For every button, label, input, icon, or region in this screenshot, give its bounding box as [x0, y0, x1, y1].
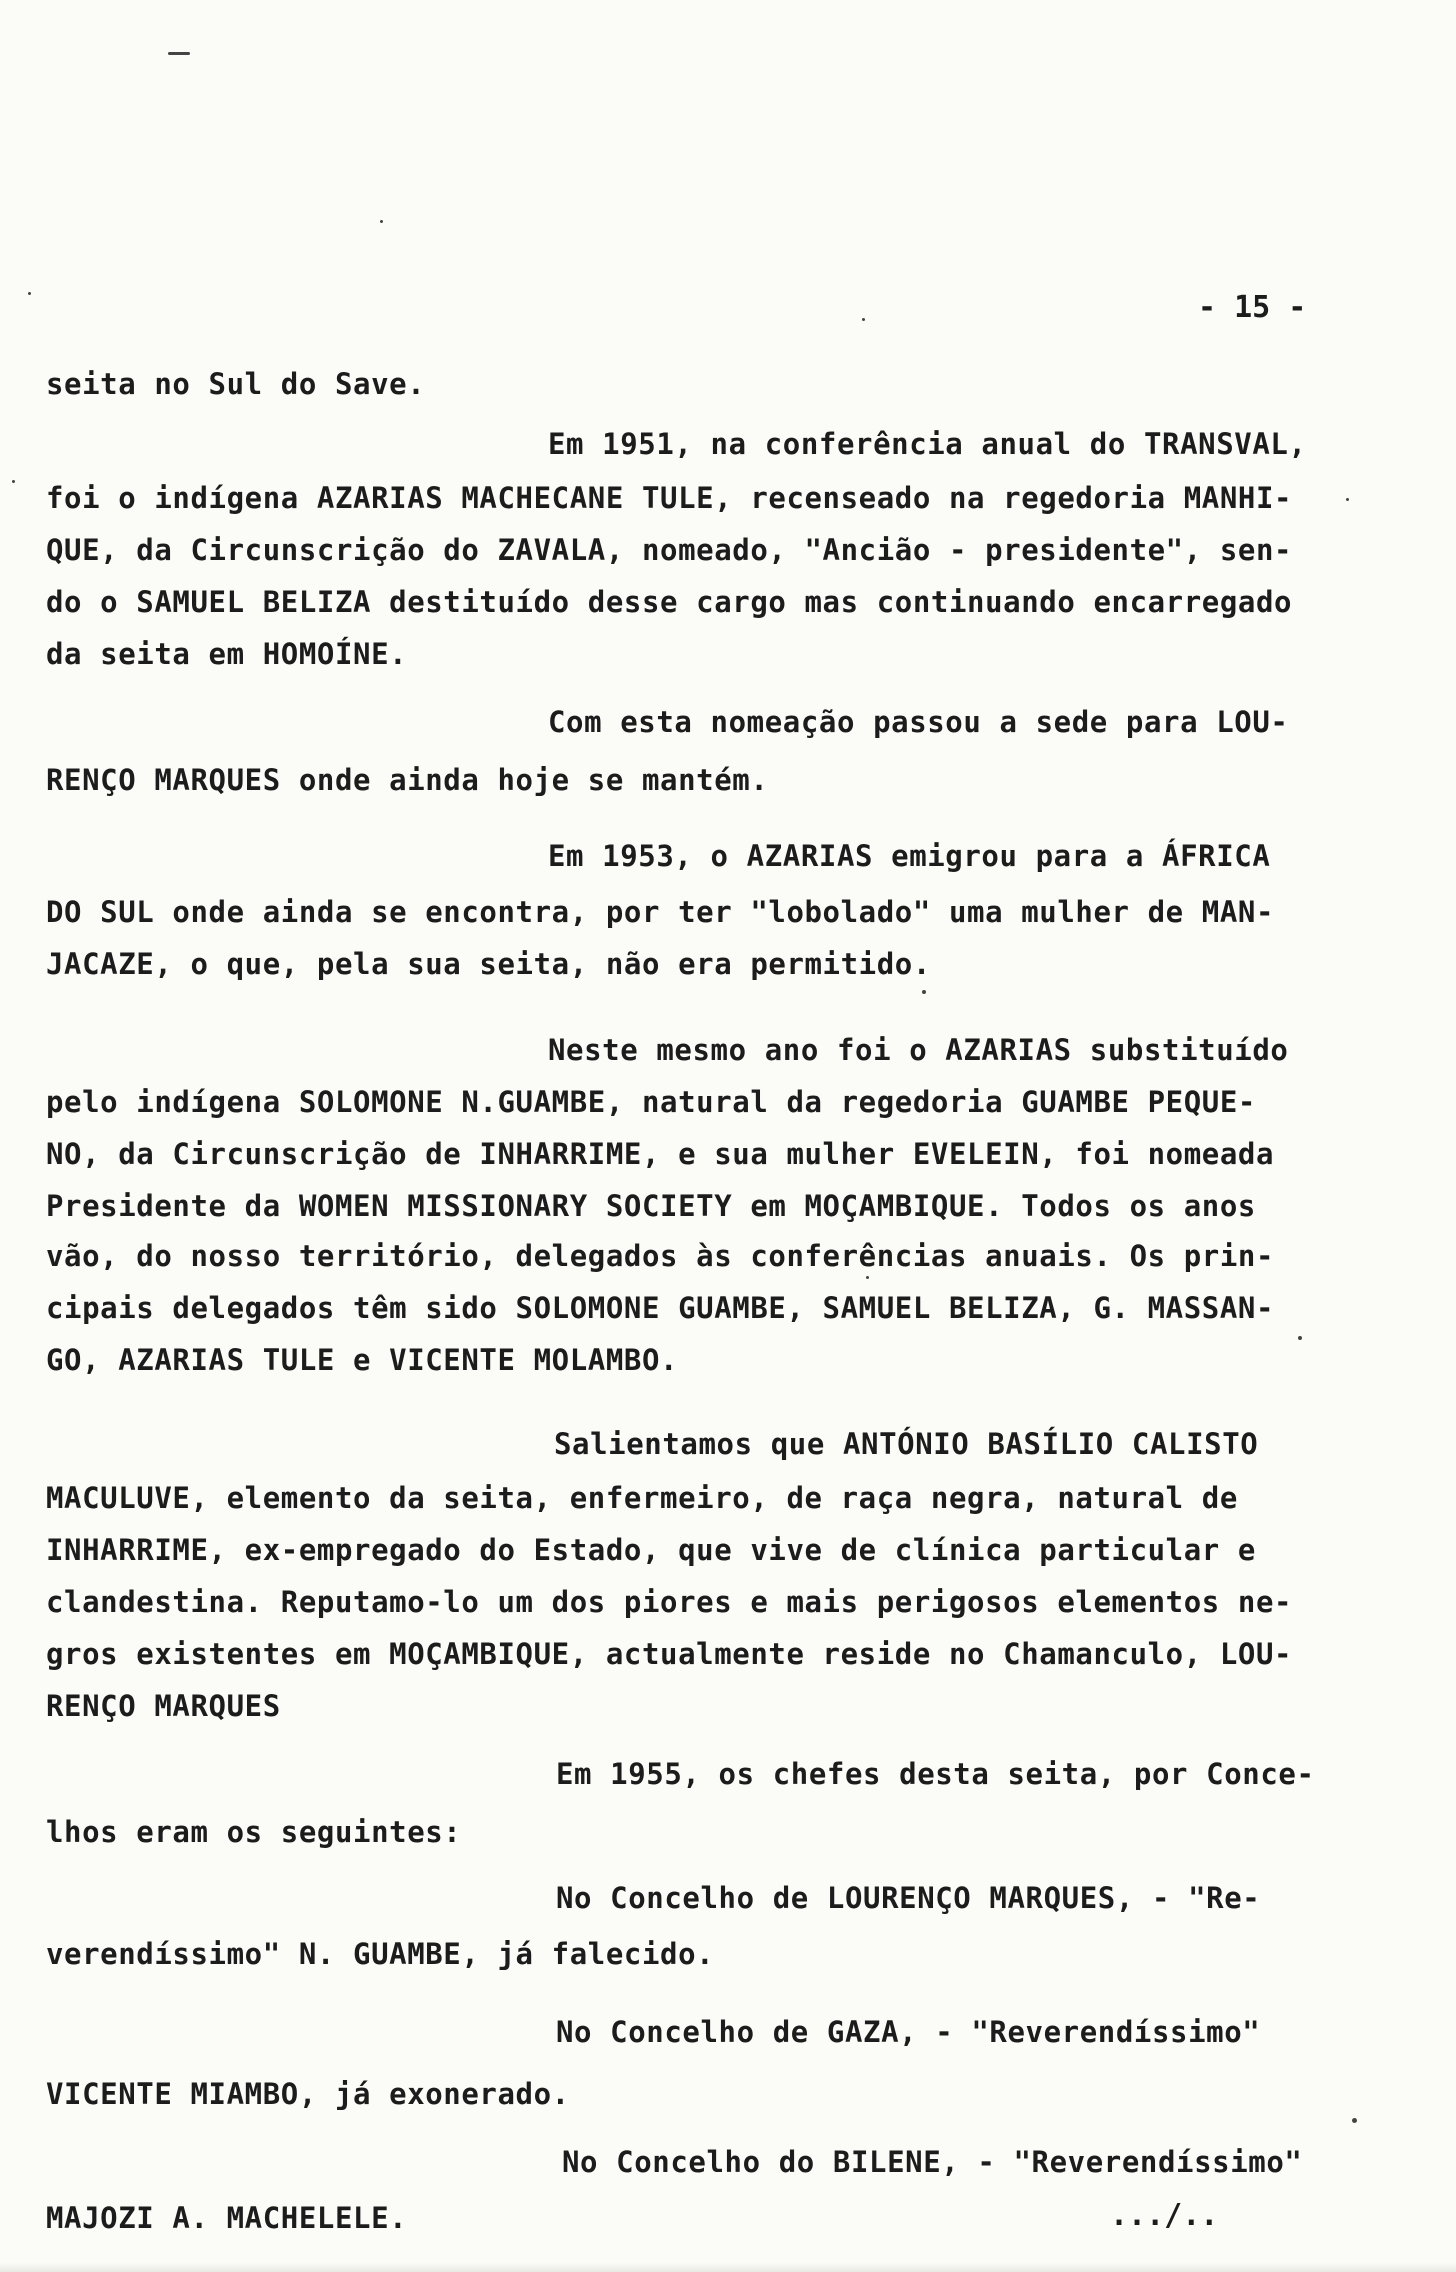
text-line: RENÇO MARQUES onde ainda hoje se mantém.: [46, 763, 769, 797]
scan-speck: [862, 318, 865, 321]
scan-speck: [28, 292, 31, 295]
text-line: DO SUL onde ainda se encontra, por ter "lobolado" uma mulher de MAN-: [46, 895, 1275, 929]
page-number: - 15 -: [1198, 290, 1307, 325]
text-line: GO, AZARIAS TULE e VICENTE MOLAMBO.: [46, 1343, 679, 1377]
text-line: Em 1951, na conferência anual do TRANSVAL,: [548, 427, 1307, 461]
scan-speck: [168, 52, 190, 55]
text-line: QUE, da Circunscrição do ZAVALA, nomeado, "Ancião - presidente", sen-: [46, 533, 1293, 567]
text-line: No Concelho de LOURENÇO MARQUES, - "Re-: [556, 1881, 1261, 1915]
scan-speck: [1352, 2118, 1357, 2123]
text-line: No Concelho do BILENE, - "Reverendíssimo": [562, 2145, 1303, 2179]
text-line: foi o indígena AZARIAS MACHECANE TULE, recenseado na regedoria MANHI-: [46, 481, 1293, 515]
text-line: do o SAMUEL BELIZA destituído desse cargo mas continuando encarregado: [46, 585, 1293, 619]
text-line: seita no Sul do Save.: [46, 367, 426, 401]
text-line: Presidente da WOMEN MISSIONARY SOCIETY em MOÇAMBIQUE. Todos os anos: [46, 1189, 1256, 1223]
continuation-mark: .../..: [1110, 2198, 1219, 2233]
text-line: da seita em HOMOÍNE.: [46, 637, 408, 671]
text-line: RENÇO MARQUES: [46, 1689, 281, 1723]
scan-speck: [380, 220, 383, 223]
text-line: Salientamos que ANTÓNIO BASÍLIO CALISTO: [554, 1427, 1259, 1461]
text-line: clandestina. Reputamo-lo um dos piores e mais perigosos elementos ne-: [46, 1585, 1293, 1619]
scan-speck: [866, 1276, 869, 1279]
text-line: gros existentes em MOÇAMBIQUE, actualmente reside no Chamanculo, LOU-: [46, 1637, 1293, 1671]
text-line: NO, da Circunscrição de INHARRIME, e sua mulher EVELEIN, foi nomeada: [46, 1137, 1275, 1171]
text-line: verendíssimo" N. GUAMBE, já falecido.: [46, 1937, 715, 1971]
text-line: MACULUVE, elemento da seita, enfermeiro, de raça negra, natural de: [46, 1481, 1238, 1515]
text-line: cipais delegados têm sido SOLOMONE GUAMBE, SAMUEL BELIZA, G. MASSAN-: [46, 1291, 1275, 1325]
scan-speck: [922, 990, 926, 994]
text-line: No Concelho de GAZA, - "Reverendíssimo": [556, 2015, 1261, 2049]
text-line: JACAZE, o que, pela sua seita, não era permitido.: [46, 947, 931, 981]
scan-speck: [1346, 498, 1349, 501]
text-line: Com esta nomeação passou a sede para LOU-: [548, 705, 1289, 739]
scan-speck: [12, 480, 15, 483]
text-line: VICENTE MIAMBO, já exonerado.: [46, 2077, 570, 2111]
text-line: MAJOZI A. MACHELELE.: [46, 2201, 408, 2235]
text-line: lhos eram os seguintes:: [46, 1815, 462, 1849]
text-line: Neste mesmo ano foi o AZARIAS substituído: [548, 1033, 1289, 1067]
text-line: INHARRIME, ex-empregado do Estado, que vive de clínica particular e: [46, 1533, 1256, 1567]
text-line: Em 1953, o AZARIAS emigrou para a ÁFRICA: [548, 839, 1271, 873]
scan-edge: [0, 2262, 1456, 2272]
scan-speck: [1298, 1336, 1302, 1340]
text-line: Em 1955, os chefes desta seita, por Conce-: [556, 1757, 1315, 1791]
text-line: pelo indígena SOLOMONE N.GUAMBE, natural da regedoria GUAMBE PEQUE-: [46, 1085, 1256, 1119]
text-line: vão, do nosso território, delegados às conferências anuais. Os prin-: [46, 1239, 1275, 1273]
